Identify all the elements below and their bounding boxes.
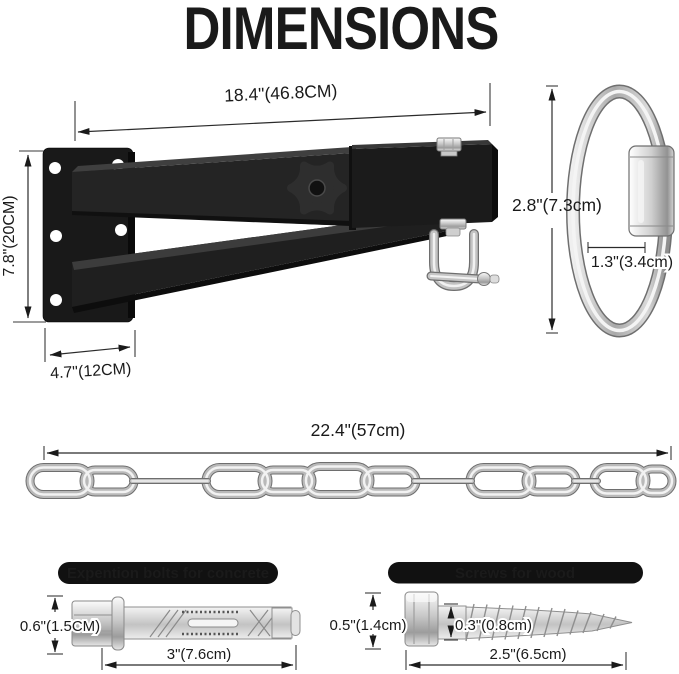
- top-bolt: [437, 138, 461, 156]
- wood-screw-length-dimension: [406, 646, 626, 670]
- expansion-bolt-illustration: [72, 597, 300, 650]
- wood-screw-head-dimension: [329, 593, 406, 649]
- concrete-bolt-length-dimension: [102, 645, 296, 670]
- chain-illustration: [30, 467, 672, 495]
- bracket-depth-label: 4.7"(12CM): [49, 360, 132, 383]
- bracket-width-dimension: [75, 80, 490, 141]
- page-title: DIMENSIONS: [183, 0, 499, 62]
- wall-bracket-illustration: [43, 138, 499, 322]
- chain-length-dimension: [44, 420, 671, 460]
- wood-screw-shank-label: 0.3"(0.8cm): [455, 617, 533, 634]
- chain-links: [30, 467, 672, 495]
- concrete-bolt-length-label: 3"(7.6cm): [166, 646, 232, 663]
- concrete-bolt-diameter-label: 0.6"(1.5CM): [19, 618, 101, 635]
- shackle: [431, 219, 499, 286]
- wood-screw-head-label: 0.5"(1.4cm): [329, 617, 407, 634]
- bracket-height-dimension: [1, 151, 46, 322]
- quick-link-width-label: 1.3"(3.4cm): [590, 254, 674, 271]
- main-arm: [72, 140, 498, 230]
- wood-screw-section: [329, 562, 643, 670]
- lock-sleeve: [629, 146, 674, 236]
- chain-length-label: 22.4"(57cm): [310, 420, 406, 440]
- wood-screw-length-label: 2.5"(6.5cm): [489, 646, 567, 663]
- quick-link-height-label: 2.8"(7.3cm): [512, 195, 602, 215]
- concrete-bolt-banner-label: Expention bolts for concrete: [67, 566, 269, 582]
- title: [184, 0, 499, 62]
- bracket-height-label: 7.8"(20CM): [1, 195, 18, 277]
- concrete-bolt-section: [20, 562, 300, 670]
- bracket-width-label: 18.4"(46.8CM): [223, 80, 338, 106]
- bracket-depth-dimension: [45, 328, 135, 382]
- wood-screw-banner-label: Screws for wood: [454, 565, 576, 582]
